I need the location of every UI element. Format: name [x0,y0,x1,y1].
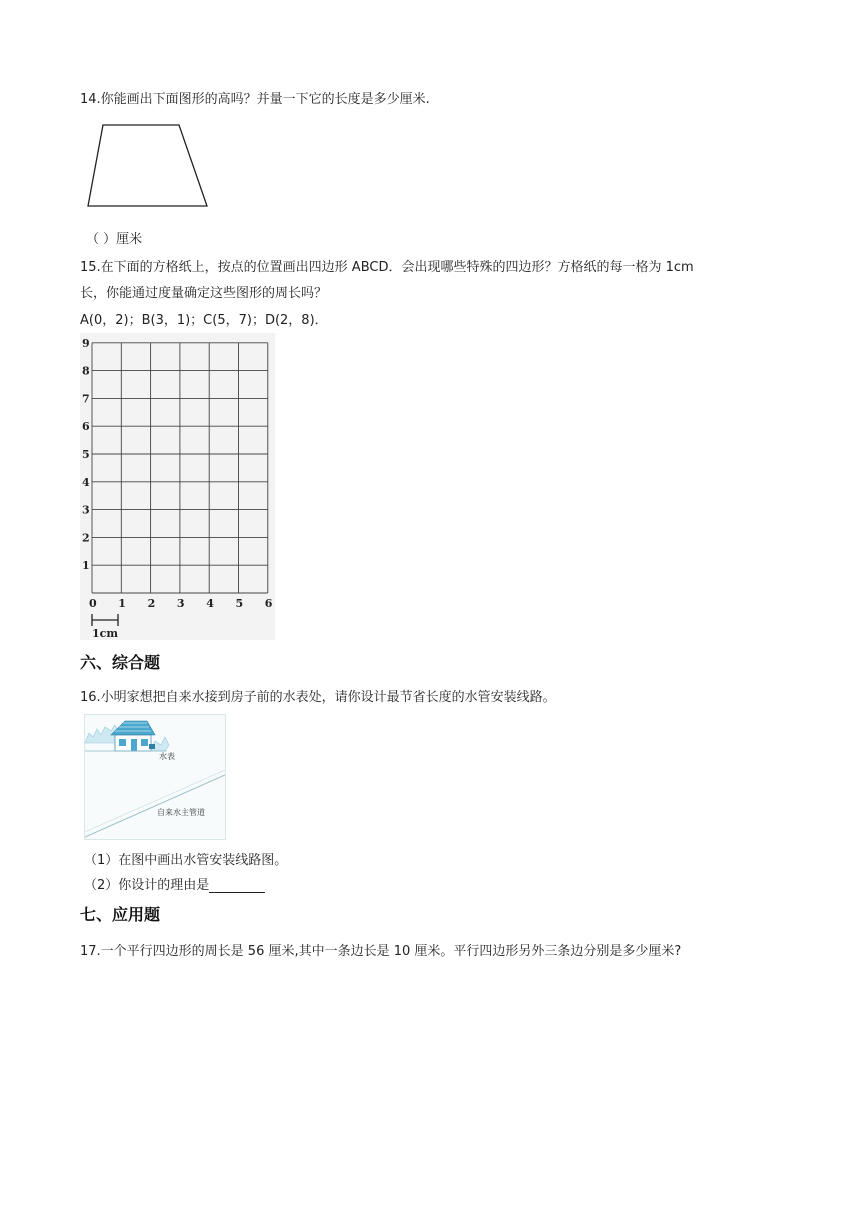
y-tick-label: 9 [82,336,90,350]
q16-sub2: （2）你设计的理由是 [84,878,210,893]
section6-title: 六、综合题 [80,653,161,672]
y-tick-label: 3 [82,503,90,517]
main-pipe-line [85,775,225,837]
meter-label: 水表 [159,752,175,761]
section7-title: 七、应用题 [80,905,161,924]
q16-text: 16.小明家想把自来水接到房子前的水表处，请你设计最节省长度的水管安装线路。 [80,690,556,705]
answer-blank[interactable] [209,878,265,893]
q15-points: A(0，2)；B(3，1)；C(5，7)；D(2，8)． [80,313,328,328]
q16-sub1: （1）在图中画出水管安装线路图。 [84,853,288,868]
scale-label: 1cm [92,627,118,640]
q15-line1: 15.在下面的方格纸上，按点的位置画出四边形 ABCD．会出现哪些特殊的四边形？方格纸的每一格为 1cm [80,260,694,275]
x-tick-label: 0 [89,597,97,610]
y-tick-label: 4 [82,475,90,489]
x-tick-label: 4 [206,597,214,610]
y-tick-label: 8 [82,364,90,378]
water-meter-icon [149,744,155,749]
x-tick-label: 3 [176,597,185,610]
q17-text: 17.一个平行四边形的周长是 56 厘米,其中一条边长是 10 厘米。平行四边形另外三条边分别是多少厘米? [80,944,682,959]
q14-answer: （ ）厘米 [86,232,143,247]
water-pipe-illustration [85,715,225,839]
coordinate-grid [80,333,275,640]
main-pipe-edge [85,770,225,832]
x-tick-label: 5 [235,597,244,610]
pipe-label: 自来水主管道 [157,808,205,817]
trapezoid-figure [84,120,214,212]
y-tick-label: 2 [82,531,90,545]
water-pipe-scene [84,714,226,840]
q14-text: 14.你能画出下面图形的高吗？并量一下它的长度是多少厘米. [80,92,430,107]
y-tick-label: 5 [82,448,90,461]
coordinate-grid-figure [80,333,275,640]
trapezoid-shape [88,125,207,206]
x-tick-label: 2 [147,597,156,610]
y-tick-label: 6 [82,420,90,434]
y-tick-label: 7 [82,392,90,406]
x-tick-label: 1 [118,597,126,610]
y-tick-label: 1 [82,559,90,573]
q15-line2: 长，你能通过度量确定这些图形的周长吗？ [80,286,328,301]
house-icon [111,721,155,751]
x-tick-label: 6 [264,597,273,610]
